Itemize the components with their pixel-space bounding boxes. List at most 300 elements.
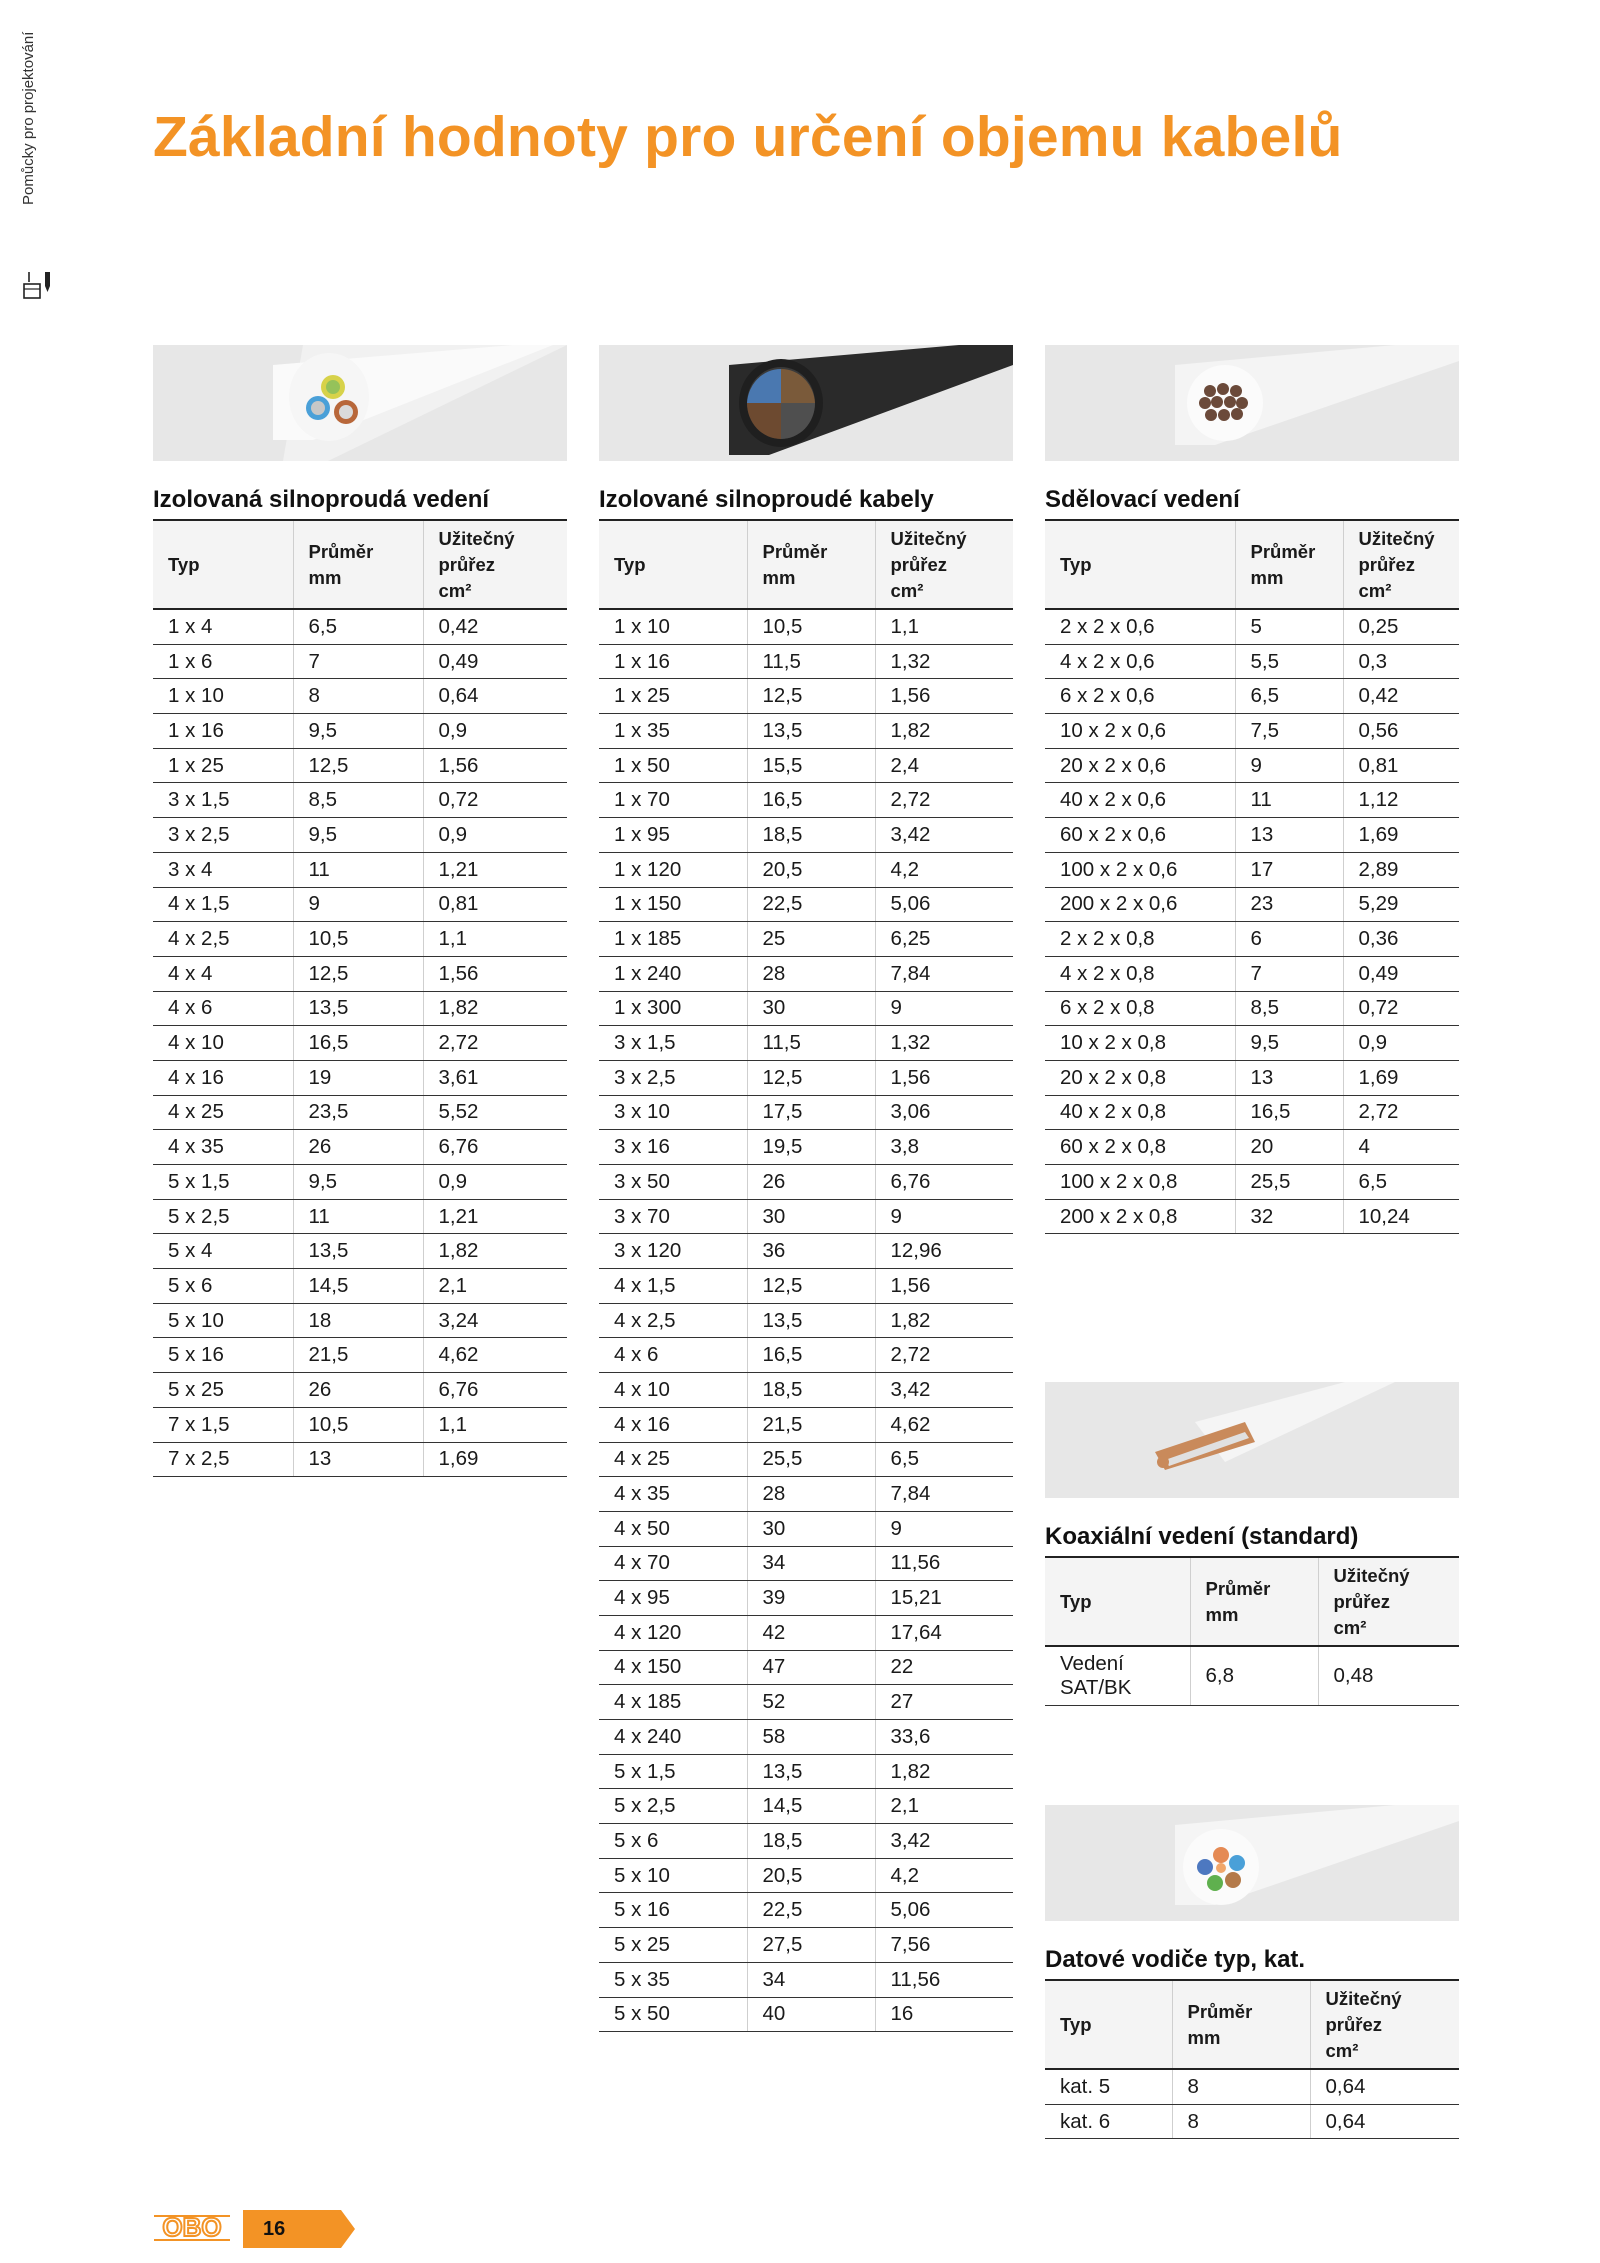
cell-prumer: 34 xyxy=(747,1546,875,1581)
cell-prurez: 0,3 xyxy=(1343,644,1459,679)
cell-typ: Vedení SAT/BK xyxy=(1045,1646,1190,1706)
cell-prurez: 2,72 xyxy=(423,1026,567,1061)
cell-prurez: 0,9 xyxy=(423,714,567,749)
cell-typ: 60 x 2 x 0,6 xyxy=(1045,818,1235,853)
cell-prurez: 6,76 xyxy=(423,1130,567,1165)
cell-typ: 1 x 95 xyxy=(599,818,747,853)
cell-typ: 3 x 70 xyxy=(599,1199,747,1234)
cell-prumer: 23,5 xyxy=(293,1095,423,1130)
table-row xyxy=(599,714,1013,749)
section-telecom-lines xyxy=(1045,485,1459,1234)
table-row xyxy=(1045,1095,1459,1130)
table-row xyxy=(1045,679,1459,714)
cell-prurez: 5,06 xyxy=(875,1893,1013,1928)
cell-prurez: 0,42 xyxy=(1343,679,1459,714)
section-coaxial-lines xyxy=(1045,1522,1459,1706)
cell-typ: 1 x 120 xyxy=(599,852,747,887)
cell-prurez: 6,76 xyxy=(423,1373,567,1408)
cell-prurez: 1,69 xyxy=(1343,1060,1459,1095)
table-row xyxy=(599,1026,1013,1061)
cell-prurez: 3,42 xyxy=(875,1373,1013,1408)
cell-prurez: 17,64 xyxy=(875,1615,1013,1650)
section-insulated-power-lines xyxy=(153,485,567,1477)
cell-typ: 4 x 120 xyxy=(599,1615,747,1650)
table-row xyxy=(599,1269,1013,1304)
table-row xyxy=(153,1442,567,1477)
cell-prumer: 17 xyxy=(1235,852,1343,887)
table-row xyxy=(599,1511,1013,1546)
cell-prurez: 4,62 xyxy=(423,1338,567,1373)
cell-typ: 5 x 50 xyxy=(599,1997,747,2032)
col-header-typ: Typ xyxy=(153,520,293,609)
cell-prumer: 10,5 xyxy=(747,609,875,644)
cell-prumer: 12,5 xyxy=(747,1060,875,1095)
cell-prurez: 27 xyxy=(875,1685,1013,1720)
cell-prurez: 10,24 xyxy=(1343,1199,1459,1234)
cell-typ: 5 x 4 xyxy=(153,1234,293,1269)
cell-prumer: 26 xyxy=(747,1165,875,1200)
cell-prurez: 0,64 xyxy=(1310,2069,1459,2104)
table-row xyxy=(153,714,567,749)
cell-prumer: 8 xyxy=(293,679,423,714)
cell-prurez: 0,49 xyxy=(1343,956,1459,991)
cell-prurez: 4 xyxy=(1343,1130,1459,1165)
col-header-prumer: Průměr mm xyxy=(1235,520,1343,609)
cell-typ: kat. 6 xyxy=(1045,2104,1172,2139)
section-data-lines xyxy=(1045,1945,1459,2139)
cell-prurez: 1,1 xyxy=(423,1407,567,1442)
cell-prumer: 23 xyxy=(1235,887,1343,922)
table-row xyxy=(599,1060,1013,1095)
cell-typ: 4 x 6 xyxy=(599,1338,747,1373)
page-number: 16 xyxy=(263,2218,286,2240)
cell-prumer: 14,5 xyxy=(293,1269,423,1304)
cell-prurez: 1,82 xyxy=(423,991,567,1026)
col-header-typ: Typ xyxy=(1045,1557,1190,1646)
cell-prumer: 6,8 xyxy=(1190,1646,1318,1706)
col-header-prumer: Průměr mm xyxy=(1172,1980,1310,2069)
cable-photo-data-lines xyxy=(1045,1805,1459,1921)
table-row xyxy=(599,1442,1013,1477)
col-header-prurez: Užitečný průřez cm² xyxy=(1310,1980,1459,2069)
cell-prumer: 18,5 xyxy=(747,1824,875,1859)
cell-typ: 3 x 16 xyxy=(599,1130,747,1165)
cell-typ: 1 x 70 xyxy=(599,783,747,818)
cell-prurez: 22 xyxy=(875,1650,1013,1685)
cable-table xyxy=(1045,1556,1459,1706)
cell-typ: 4 x 95 xyxy=(599,1581,747,1616)
cell-prurez: 3,42 xyxy=(875,1824,1013,1859)
cell-prumer: 22,5 xyxy=(747,887,875,922)
col-header-typ: Typ xyxy=(1045,1980,1172,2069)
cell-prumer: 20 xyxy=(1235,1130,1343,1165)
cell-typ: 4 x 150 xyxy=(599,1650,747,1685)
cell-typ: 4 x 10 xyxy=(153,1026,293,1061)
cell-prumer: 25 xyxy=(747,922,875,957)
table-row xyxy=(599,1997,1013,2032)
table-row xyxy=(1045,991,1459,1026)
table-row xyxy=(1045,714,1459,749)
cell-prurez: 1,32 xyxy=(875,644,1013,679)
cell-prumer: 9,5 xyxy=(293,1165,423,1200)
table-row xyxy=(599,1581,1013,1616)
table-row xyxy=(153,1407,567,1442)
col-header-prumer: Průměr mm xyxy=(747,520,875,609)
cable-table xyxy=(599,519,1013,2032)
cell-prumer: 11 xyxy=(293,852,423,887)
cell-prumer: 12,5 xyxy=(293,748,423,783)
table-row xyxy=(599,1754,1013,1789)
cell-prurez: 1,56 xyxy=(875,679,1013,714)
cell-typ: 1 x 35 xyxy=(599,714,747,749)
section-heading: Izolovaná silnoproudá vedení xyxy=(153,486,490,513)
table-row xyxy=(599,1095,1013,1130)
cell-typ: 20 x 2 x 0,8 xyxy=(1045,1060,1235,1095)
cell-prurez: 15,21 xyxy=(875,1581,1013,1616)
cell-prurez: 3,24 xyxy=(423,1303,567,1338)
cell-typ: 3 x 2,5 xyxy=(599,1060,747,1095)
cell-typ: 40 x 2 x 0,6 xyxy=(1045,783,1235,818)
cell-prumer: 11,5 xyxy=(747,644,875,679)
cell-prumer: 20,5 xyxy=(747,1858,875,1893)
col-header-prurez: Užitečný průřez cm² xyxy=(1318,1557,1459,1646)
cell-typ: 10 x 2 x 0,6 xyxy=(1045,714,1235,749)
cell-prumer: 6,5 xyxy=(1235,679,1343,714)
table-row xyxy=(1045,922,1459,957)
col-header-typ: Typ xyxy=(599,520,747,609)
cell-typ: 5 x 25 xyxy=(153,1373,293,1408)
cell-prumer: 12,5 xyxy=(747,1269,875,1304)
cell-prumer: 11 xyxy=(293,1199,423,1234)
cell-prumer: 13,5 xyxy=(747,1303,875,1338)
section-heading: Koaxiální vedení (standard) xyxy=(1045,1523,1359,1550)
cell-prurez: 1,82 xyxy=(423,1234,567,1269)
cell-prurez: 1,69 xyxy=(423,1442,567,1477)
cell-typ: 4 x 50 xyxy=(599,1511,747,1546)
table-row xyxy=(1045,2069,1459,2104)
cell-prumer: 18 xyxy=(293,1303,423,1338)
table-row xyxy=(599,1338,1013,1373)
table-row xyxy=(1045,887,1459,922)
cable-table xyxy=(1045,519,1459,1234)
table-row xyxy=(599,1650,1013,1685)
cell-prurez: 16 xyxy=(875,1997,1013,2032)
cell-typ: 4 x 16 xyxy=(153,1060,293,1095)
cell-prurez: 9 xyxy=(875,991,1013,1026)
cell-prumer: 30 xyxy=(747,1199,875,1234)
cell-prumer: 15,5 xyxy=(747,748,875,783)
cell-typ: 5 x 2,5 xyxy=(153,1199,293,1234)
cell-prumer: 10,5 xyxy=(293,1407,423,1442)
table-row xyxy=(599,748,1013,783)
cell-prurez: 4,2 xyxy=(875,852,1013,887)
cell-typ: 1 x 300 xyxy=(599,991,747,1026)
table-row xyxy=(1045,1026,1459,1061)
table-row xyxy=(599,1303,1013,1338)
cell-prumer: 28 xyxy=(747,1477,875,1512)
cell-prumer: 13,5 xyxy=(293,1234,423,1269)
cell-typ: 4 x 1,5 xyxy=(153,887,293,922)
section-heading: Sdělovací vedení xyxy=(1045,486,1240,513)
cell-prumer: 47 xyxy=(747,1650,875,1685)
table-row xyxy=(1045,1199,1459,1234)
table-row xyxy=(1045,609,1459,644)
cell-prurez: 0,72 xyxy=(1343,991,1459,1026)
cell-prurez: 0,48 xyxy=(1318,1646,1459,1706)
cell-prurez: 11,56 xyxy=(875,1546,1013,1581)
cell-prurez: 4,62 xyxy=(875,1407,1013,1442)
cell-prurez: 0,81 xyxy=(1343,748,1459,783)
cell-typ: 5 x 6 xyxy=(599,1824,747,1859)
sidebar-label: Pomůcky pro projektování xyxy=(20,31,37,205)
cell-prumer: 28 xyxy=(747,956,875,991)
cell-prumer: 7 xyxy=(1235,956,1343,991)
cell-prumer: 17,5 xyxy=(747,1095,875,1130)
section-heading: Datové vodiče typ, kat. xyxy=(1045,1946,1306,1973)
cell-prurez: 6,5 xyxy=(875,1442,1013,1477)
cell-typ: 4 x 4 xyxy=(153,956,293,991)
cell-prumer: 25,5 xyxy=(1235,1165,1343,1200)
cell-prumer: 13 xyxy=(293,1442,423,1477)
cell-prumer: 13,5 xyxy=(747,714,875,749)
cell-prurez: 2,72 xyxy=(875,1338,1013,1373)
cell-typ: 4 x 185 xyxy=(599,1685,747,1720)
table-row xyxy=(153,1130,567,1165)
cell-typ: 4 x 16 xyxy=(599,1407,747,1442)
cell-prumer: 9 xyxy=(1235,748,1343,783)
cell-prurez: 0,25 xyxy=(1343,609,1459,644)
cell-prumer: 26 xyxy=(293,1373,423,1408)
col-header-prumer: Průměr mm xyxy=(1190,1557,1318,1646)
cell-typ: 7 x 1,5 xyxy=(153,1407,293,1442)
cell-prurez: 1,1 xyxy=(423,922,567,957)
cell-prurez: 0,9 xyxy=(1343,1026,1459,1061)
cable-table xyxy=(153,519,567,1477)
cell-prurez: 11,56 xyxy=(875,1962,1013,1997)
table-row xyxy=(599,1165,1013,1200)
cell-typ: 5 x 1,5 xyxy=(599,1754,747,1789)
table-row xyxy=(599,644,1013,679)
table-row xyxy=(153,1095,567,1130)
table-row xyxy=(599,1824,1013,1859)
cell-typ: 5 x 10 xyxy=(153,1303,293,1338)
cell-prurez: 1,56 xyxy=(423,748,567,783)
cell-typ: 4 x 2,5 xyxy=(153,922,293,957)
cell-prurez: 5,29 xyxy=(1343,887,1459,922)
cell-typ: 5 x 16 xyxy=(153,1338,293,1373)
cell-prumer: 30 xyxy=(747,1511,875,1546)
table-row xyxy=(153,922,567,957)
cell-typ: 4 x 70 xyxy=(599,1546,747,1581)
cell-prurez: 0,72 xyxy=(423,783,567,818)
cell-prumer: 19 xyxy=(293,1060,423,1095)
cell-typ: 1 x 16 xyxy=(599,644,747,679)
cell-prumer: 5,5 xyxy=(1235,644,1343,679)
cell-prurez: 2,4 xyxy=(875,748,1013,783)
table-row xyxy=(599,1893,1013,1928)
cell-typ: 6 x 2 x 0,8 xyxy=(1045,991,1235,1026)
table-row xyxy=(1045,748,1459,783)
table-row xyxy=(599,679,1013,714)
cell-typ: 2 x 2 x 0,8 xyxy=(1045,922,1235,957)
table-row xyxy=(153,852,567,887)
cell-prurez: 3,42 xyxy=(875,818,1013,853)
cell-typ: 3 x 120 xyxy=(599,1234,747,1269)
table-row xyxy=(599,1615,1013,1650)
cell-prurez: 9 xyxy=(875,1199,1013,1234)
cell-prumer: 8 xyxy=(1172,2104,1310,2139)
cell-typ: 5 x 16 xyxy=(599,1893,747,1928)
cell-typ: 60 x 2 x 0,8 xyxy=(1045,1130,1235,1165)
table-row xyxy=(599,1962,1013,1997)
cell-typ: 2 x 2 x 0,6 xyxy=(1045,609,1235,644)
table-row xyxy=(153,1199,567,1234)
cell-prumer: 13 xyxy=(1235,1060,1343,1095)
cell-typ: 200 x 2 x 0,8 xyxy=(1045,1199,1235,1234)
cell-prumer: 26 xyxy=(293,1130,423,1165)
cell-typ: 3 x 1,5 xyxy=(599,1026,747,1061)
col-header-typ: Typ xyxy=(1045,520,1235,609)
cell-typ: 4 x 2 x 0,6 xyxy=(1045,644,1235,679)
table-row xyxy=(153,748,567,783)
cell-prumer: 8,5 xyxy=(293,783,423,818)
table-row xyxy=(599,1789,1013,1824)
table-row xyxy=(599,818,1013,853)
table-row xyxy=(599,783,1013,818)
cable-photo-coaxial xyxy=(1045,1382,1459,1498)
cable-table xyxy=(1045,1979,1459,2139)
cell-prumer: 34 xyxy=(747,1962,875,1997)
table-row xyxy=(1045,852,1459,887)
cell-typ: 1 x 25 xyxy=(153,748,293,783)
cell-prurez: 7,56 xyxy=(875,1928,1013,1963)
cell-prumer: 9 xyxy=(293,887,423,922)
cell-typ: 5 x 2,5 xyxy=(599,1789,747,1824)
table-row xyxy=(153,991,567,1026)
cell-typ: 200 x 2 x 0,6 xyxy=(1045,887,1235,922)
table-row xyxy=(599,1720,1013,1755)
cell-prumer: 16,5 xyxy=(747,783,875,818)
cell-typ: 1 x 6 xyxy=(153,644,293,679)
col-header-prurez: Užitečný průřez cm² xyxy=(875,520,1013,609)
cell-typ: 1 x 185 xyxy=(599,922,747,957)
cell-typ: 7 x 2,5 xyxy=(153,1442,293,1477)
table-row xyxy=(153,1234,567,1269)
cell-prumer: 6 xyxy=(1235,922,1343,957)
cell-prurez: 12,96 xyxy=(875,1234,1013,1269)
cell-prumer: 18,5 xyxy=(747,818,875,853)
cell-prumer: 12,5 xyxy=(747,679,875,714)
cell-prumer: 16,5 xyxy=(747,1338,875,1373)
cell-prurez: 5,06 xyxy=(875,887,1013,922)
cell-typ: 1 x 10 xyxy=(599,609,747,644)
cell-typ: 1 x 240 xyxy=(599,956,747,991)
table-row xyxy=(599,1407,1013,1442)
cell-prumer: 19,5 xyxy=(747,1130,875,1165)
cell-prumer: 21,5 xyxy=(747,1407,875,1442)
svg-text:OBO: OBO xyxy=(162,2214,222,2242)
cell-typ: 5 x 25 xyxy=(599,1928,747,1963)
cell-typ: 10 x 2 x 0,8 xyxy=(1045,1026,1235,1061)
cell-prurez: 1,21 xyxy=(423,852,567,887)
col-header-prurez: Užitečný průřez cm² xyxy=(423,520,567,609)
cell-prumer: 6,5 xyxy=(293,609,423,644)
table-row xyxy=(153,644,567,679)
cell-prurez: 1,56 xyxy=(423,956,567,991)
cell-prumer: 30 xyxy=(747,991,875,1026)
table-row xyxy=(599,1373,1013,1408)
table-row xyxy=(1045,1060,1459,1095)
table-row xyxy=(599,991,1013,1026)
cell-typ: 1 x 50 xyxy=(599,748,747,783)
cell-prurez: 7,84 xyxy=(875,956,1013,991)
cell-prumer: 21,5 xyxy=(293,1338,423,1373)
cell-prurez: 1,32 xyxy=(875,1026,1013,1061)
cell-typ: 1 x 25 xyxy=(599,679,747,714)
cable-photo-telecom-lines xyxy=(1045,345,1459,461)
cell-prurez: 1,69 xyxy=(1343,818,1459,853)
cell-typ: 5 x 10 xyxy=(599,1858,747,1893)
cable-photo-insulated-power-cables xyxy=(599,345,1013,461)
cell-typ: 5 x 6 xyxy=(153,1269,293,1304)
cell-typ: 4 x 25 xyxy=(153,1095,293,1130)
cell-typ: 4 x 2,5 xyxy=(599,1303,747,1338)
table-row xyxy=(153,1026,567,1061)
table-row xyxy=(153,1269,567,1304)
table-row xyxy=(1045,818,1459,853)
cell-prurez: 3,61 xyxy=(423,1060,567,1095)
cell-typ: 5 x 35 xyxy=(599,1962,747,1997)
cell-prumer: 7,5 xyxy=(1235,714,1343,749)
cell-prumer: 16,5 xyxy=(293,1026,423,1061)
cell-prumer: 13,5 xyxy=(293,991,423,1026)
cell-typ: 4 x 1,5 xyxy=(599,1269,747,1304)
cell-prumer: 36 xyxy=(747,1234,875,1269)
cell-typ: 4 x 35 xyxy=(599,1477,747,1512)
cell-prumer: 11,5 xyxy=(747,1026,875,1061)
cell-prurez: 3,8 xyxy=(875,1130,1013,1165)
table-row xyxy=(599,956,1013,991)
ruler-pencil-icon xyxy=(18,270,52,300)
table-row xyxy=(599,887,1013,922)
table-row xyxy=(599,1234,1013,1269)
cell-prurez: 0,9 xyxy=(423,1165,567,1200)
cell-typ: 100 x 2 x 0,8 xyxy=(1045,1165,1235,1200)
cell-prumer: 18,5 xyxy=(747,1373,875,1408)
cell-prumer: 9,5 xyxy=(293,714,423,749)
table-row xyxy=(153,1165,567,1200)
cell-typ: 1 x 150 xyxy=(599,887,747,922)
cell-prurez: 6,25 xyxy=(875,922,1013,957)
cell-prurez: 2,89 xyxy=(1343,852,1459,887)
table-row xyxy=(153,1338,567,1373)
cell-typ: 100 x 2 x 0,6 xyxy=(1045,852,1235,887)
cell-prumer: 9,5 xyxy=(1235,1026,1343,1061)
cell-typ: 6 x 2 x 0,6 xyxy=(1045,679,1235,714)
cell-prumer: 32 xyxy=(1235,1199,1343,1234)
table-row xyxy=(153,1060,567,1095)
cell-prurez: 6,76 xyxy=(875,1165,1013,1200)
table-row xyxy=(1045,2104,1459,2139)
cell-prumer: 7 xyxy=(293,644,423,679)
table-row xyxy=(599,1685,1013,1720)
table-row xyxy=(599,852,1013,887)
cell-prumer: 42 xyxy=(747,1615,875,1650)
table-row xyxy=(153,818,567,853)
cell-prumer: 27,5 xyxy=(747,1928,875,1963)
cell-prurez: 1,12 xyxy=(1343,783,1459,818)
cell-typ: 4 x 2 x 0,8 xyxy=(1045,956,1235,991)
